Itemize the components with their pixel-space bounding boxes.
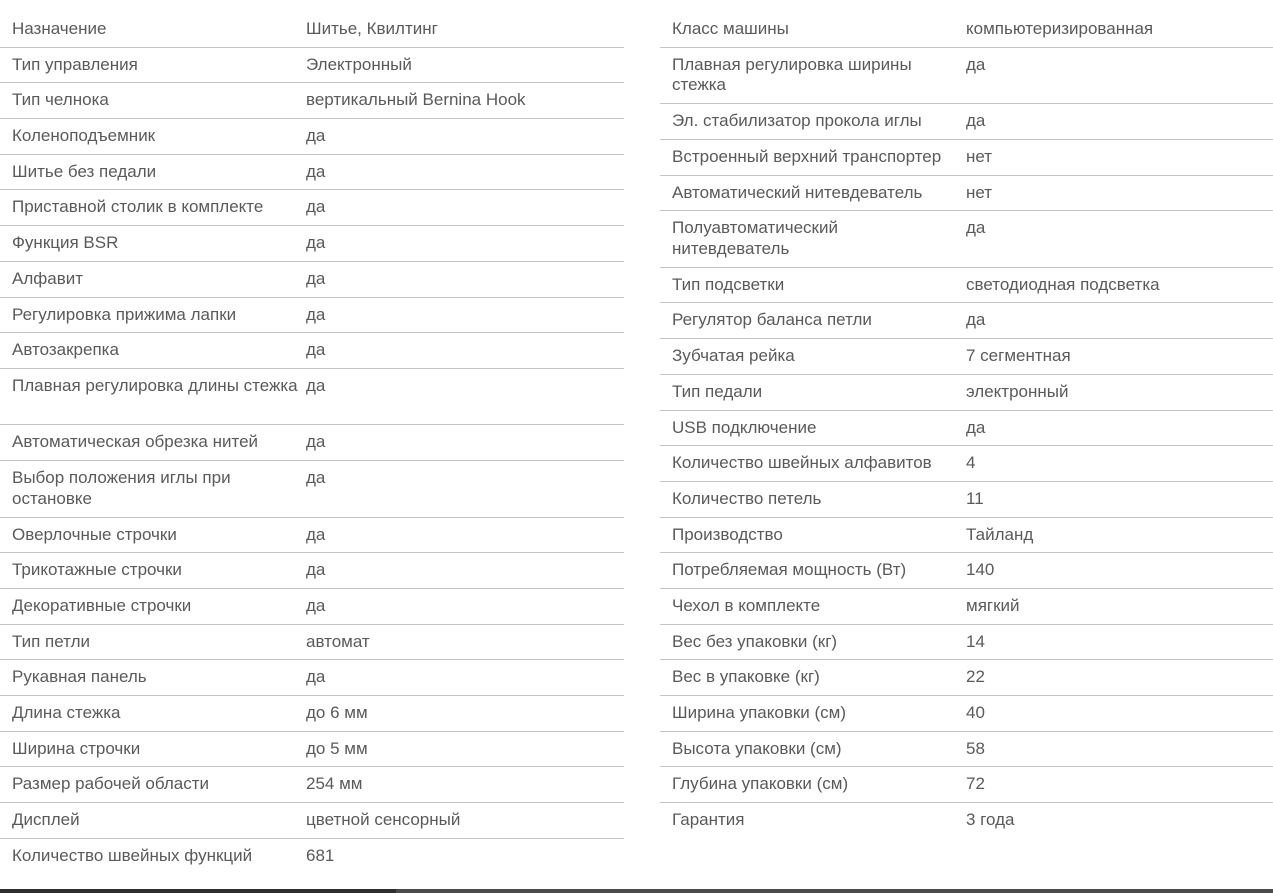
spec-row <box>660 696 1273 732</box>
spec-value: да <box>306 197 326 217</box>
spec-value: 22 <box>966 667 985 687</box>
spec-label: Дисплей <box>12 810 80 830</box>
spec-label: Длина стежка <box>12 703 121 722</box>
spec-label: Коленоподъемник <box>12 126 156 146</box>
spec-value: да <box>306 161 326 181</box>
spec-value: да <box>966 417 986 437</box>
spec-row <box>0 696 624 732</box>
spec-value: 14 <box>966 631 985 651</box>
spec-value: автомат <box>306 631 370 651</box>
spec-row <box>0 518 624 554</box>
spec-label: Автозакрепка <box>12 340 119 360</box>
spec-row <box>0 190 624 226</box>
spec-row <box>660 339 1273 375</box>
spec-value: мягкий <box>966 595 1020 615</box>
spec-row <box>660 482 1273 518</box>
spec-row <box>0 369 624 426</box>
spec-row <box>660 625 1273 661</box>
spec-label: Плавная регулировка длины стежка <box>12 375 298 395</box>
spec-value: 254 мм <box>306 774 363 794</box>
spec-label: Класс машины <box>672 19 789 38</box>
spec-row <box>0 333 624 369</box>
spec-row <box>0 12 624 48</box>
spec-value: да <box>306 126 326 146</box>
spec-label: Высота упаковки (см) <box>672 738 842 758</box>
spec-row <box>660 48 1273 105</box>
spec-value: да <box>306 524 326 544</box>
spec-value: да <box>306 595 326 615</box>
spec-label: Приставной столик в комплекте <box>12 197 264 217</box>
spec-value: светодиодная подсветка <box>966 274 1160 294</box>
spec-label: Производство <box>672 524 783 544</box>
spec-value: да <box>306 340 326 360</box>
specs-table-right <box>660 12 1273 839</box>
spec-row <box>660 411 1273 447</box>
spec-row <box>660 446 1273 482</box>
spec-row <box>0 732 624 768</box>
spec-value: да <box>306 432 326 452</box>
spec-label: Встроенный верхний транспортер <box>672 146 942 166</box>
spec-label: Алфавит <box>12 268 84 288</box>
spec-value: да <box>966 54 986 74</box>
spec-row <box>660 553 1273 589</box>
spec-label: Назначение <box>12 19 107 38</box>
spec-label: Ширина упаковки (см) <box>672 703 847 722</box>
spec-value: до 5 мм <box>306 738 368 758</box>
spec-value: да <box>306 375 326 395</box>
spec-value: да <box>306 268 326 288</box>
spec-value: Тайланд <box>966 524 1034 544</box>
spec-value: да <box>306 468 326 488</box>
spec-label: Тип управления <box>12 54 138 74</box>
spec-row <box>0 660 624 696</box>
spec-value: 7 сегментная <box>966 346 1071 366</box>
spec-value: да <box>306 667 326 687</box>
specs-table-left <box>0 12 624 874</box>
spec-row <box>0 83 624 119</box>
spec-value: да <box>306 560 326 580</box>
spec-value: нет <box>966 146 993 166</box>
spec-label: Размер рабочей области <box>12 774 209 794</box>
spec-label: Оверлочные строчки <box>12 524 177 544</box>
spec-row <box>0 119 624 155</box>
spec-value: вертикальный Bernina Hook <box>306 90 526 110</box>
spec-value: 40 <box>966 703 985 722</box>
spec-row <box>0 767 624 803</box>
spec-label: Вес без упаковки (кг) <box>672 631 838 651</box>
horizontal-scrollbar[interactable] <box>0 889 1273 893</box>
spec-row <box>0 625 624 661</box>
spec-label: Ширина строчки <box>12 738 141 758</box>
spec-row <box>660 12 1273 48</box>
spec-value: да <box>966 310 986 330</box>
spec-value: Шитье, Квилтинг <box>306 19 438 38</box>
spec-label: Шитье без педали <box>12 161 157 181</box>
spec-value: да <box>966 111 986 131</box>
spec-label: Плавная регулировка ширины стежка <box>672 54 912 95</box>
spec-row <box>660 211 1273 268</box>
spec-value: 3 года <box>966 810 1015 830</box>
spec-label: Трикотажные строчки <box>12 560 182 580</box>
spec-value: 4 <box>966 453 976 473</box>
spec-row <box>0 425 624 461</box>
spec-row <box>660 803 1273 839</box>
spec-label: Регулятор баланса петли <box>672 310 872 330</box>
spec-label: Выбор положения иглы при остановке <box>12 468 231 508</box>
spec-row <box>0 589 624 625</box>
spec-row <box>0 803 624 839</box>
spec-row <box>0 262 624 298</box>
spec-label: Автоматическая обрезка нитей <box>12 432 259 452</box>
spec-label: Глубина упаковки (см) <box>672 774 849 794</box>
spec-row <box>660 518 1273 554</box>
spec-label: Количество швейных функций <box>12 845 253 865</box>
spec-label: Тип педали <box>672 381 763 401</box>
spec-row <box>660 303 1273 339</box>
spec-row <box>0 226 624 262</box>
spec-label: Тип челнока <box>12 90 109 110</box>
spec-label: Количество петель <box>672 488 822 508</box>
spec-value: электронный <box>966 381 1069 401</box>
spec-value: да <box>966 218 986 238</box>
spec-label: Функция BSR <box>12 233 119 253</box>
spec-value: нет <box>966 182 993 202</box>
spec-label: USB подключение <box>672 417 817 437</box>
spec-label: Рукавная панель <box>12 667 147 687</box>
spec-label: Декоративные строчки <box>12 595 192 615</box>
spec-row <box>660 732 1273 768</box>
spec-row <box>0 48 624 84</box>
spec-label: Гарантия <box>672 810 745 830</box>
spec-row <box>660 660 1273 696</box>
spec-row <box>660 176 1273 212</box>
spec-value: 681 <box>306 845 335 865</box>
spec-value: 11 <box>966 488 984 508</box>
spec-label: Эл. стабилизатор прокола иглы <box>672 111 922 131</box>
spec-label: Полуавтоматический нитевдеватель <box>672 218 838 258</box>
spec-row <box>0 298 624 334</box>
spec-row <box>660 104 1273 140</box>
spec-value: 58 <box>966 738 985 758</box>
spec-row <box>660 140 1273 176</box>
spec-value: 72 <box>966 774 985 794</box>
spec-row <box>660 767 1273 803</box>
spec-label: Чехол в комплекте <box>672 595 821 615</box>
spec-value: цветной сенсорный <box>306 810 461 830</box>
spec-label: Тип подсветки <box>672 274 785 294</box>
spec-value: до 6 мм <box>306 703 368 722</box>
spec-value: да <box>306 304 326 324</box>
spec-label: Потребляемая мощность (Вт) <box>672 560 907 580</box>
spec-row <box>660 589 1273 625</box>
spec-value: 140 <box>966 560 995 580</box>
spec-row <box>0 839 624 875</box>
spec-label: Вес в упаковке (кг) <box>672 667 820 687</box>
spec-row <box>660 268 1273 304</box>
spec-label: Количество швейных алфавитов <box>672 453 932 473</box>
spec-value: компьютеризированная <box>966 19 1154 38</box>
spec-row <box>0 461 624 518</box>
spec-value: да <box>306 233 326 253</box>
spec-row <box>660 375 1273 411</box>
spec-row <box>0 553 624 589</box>
spec-label: Регулировка прижима лапки <box>12 304 237 324</box>
spec-label: Зубчатая рейка <box>672 346 795 366</box>
spec-row <box>0 155 624 191</box>
spec-label: Автоматический нитевдеватель <box>672 182 923 202</box>
spec-value: Электронный <box>306 54 412 74</box>
scrollbar-thumb[interactable] <box>0 889 396 893</box>
spec-label: Тип петли <box>12 631 90 651</box>
